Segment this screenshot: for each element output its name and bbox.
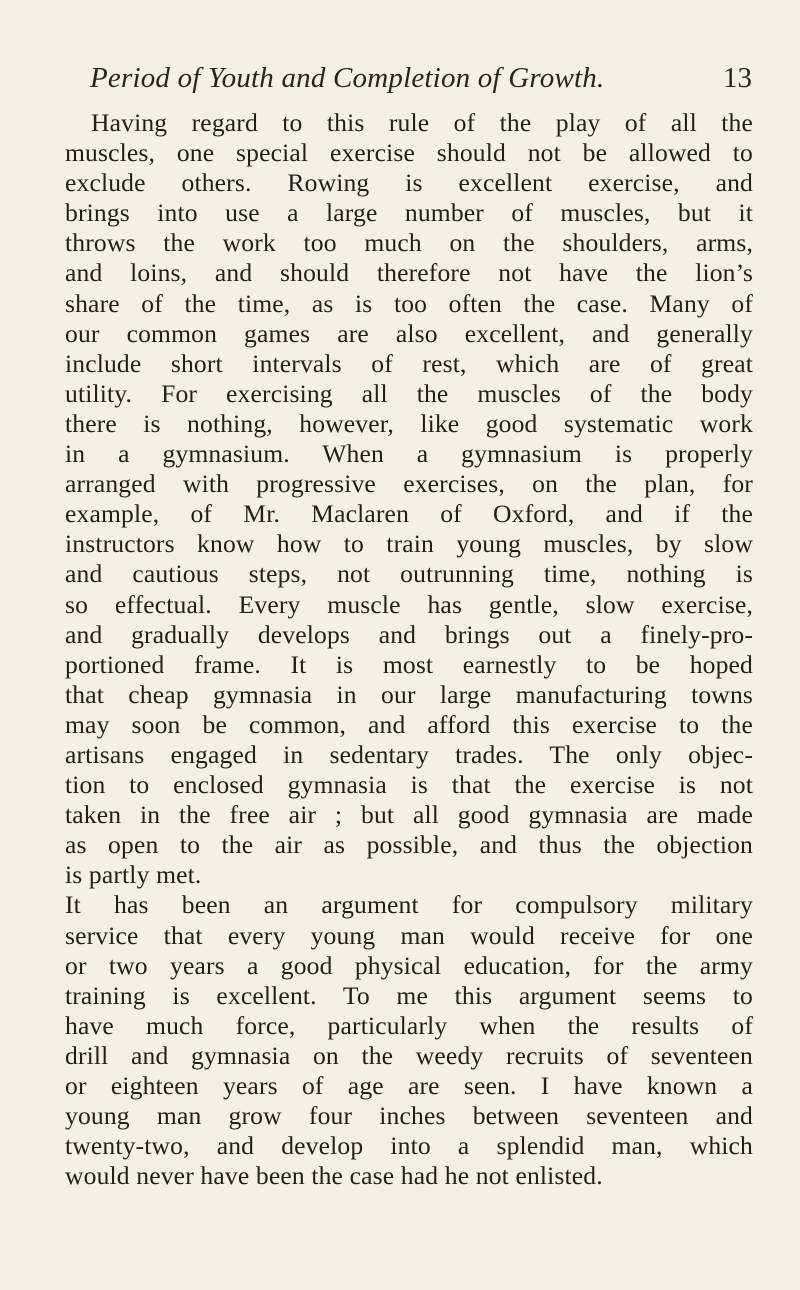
text-line: arranged with progressive exercises, on the plan, for: [65, 469, 753, 499]
paragraph-2: [65, 890, 753, 1191]
body-text: [65, 108, 753, 1191]
text-line: young man grow four inches between seventeen and: [65, 1101, 753, 1131]
text-line: our common games are also excellent, and generally: [65, 318, 753, 348]
text-line: that cheap gymnasia in our large manufacturing towns: [65, 679, 753, 709]
text-line: may soon be common, and afford this exercise to the: [65, 709, 753, 739]
text-line: twenty-two, and develop into a splendid man, which: [65, 1131, 753, 1161]
text-line: example, of Mr. Maclaren of Oxford, and if the: [65, 499, 753, 529]
text-line: and cautious steps, not outrunning time, nothing is: [65, 559, 753, 589]
text-line: and loins, and should therefore not have the lion’s: [65, 258, 753, 288]
paragraph-1: [65, 108, 753, 890]
page-number: 13: [723, 62, 752, 94]
text-line: have much force, particularly when the results of: [65, 1010, 753, 1040]
text-line: or eighteen years of age are seen. I have known a: [65, 1071, 753, 1100]
text-line: utility. For exercising all the muscles of the body: [65, 378, 753, 408]
text-line: is partly met.: [65, 860, 202, 890]
text-line: Having regard to this rule of the play of all the: [91, 108, 753, 137]
text-line: and gradually develops and brings out a finely-pro-: [65, 619, 753, 649]
running-title: Period of Youth and Completion of Growth.: [90, 62, 605, 94]
text-line: so effectual. Every muscle has gentle, slow exercise,: [65, 589, 753, 619]
text-line: there is nothing, however, like good systematic work: [65, 408, 753, 438]
text-line: brings into use a large number of muscles, but it: [65, 198, 753, 228]
text-line: throws the work too much on the shoulders, arms,: [65, 228, 753, 258]
text-line: exclude others. Rowing is excellent exercise, and: [65, 168, 753, 198]
text-line: taken in the free air ; but all good gymnasia are made: [65, 800, 753, 830]
text-line: artisans engaged in sedentary trades. The only objec-: [65, 739, 753, 769]
text-line: It has been an argument for compulsory military: [65, 890, 753, 920]
text-line: drill and gymnasia on the weedy recruits of seventeen: [65, 1040, 753, 1070]
text-line: in a gymnasium. When a gymnasium is properly: [65, 439, 753, 469]
text-line: as open to the air as possible, and thus the objection: [65, 830, 753, 860]
text-line: training is excellent. To me this argument seems to: [65, 980, 753, 1010]
text-line: tion to enclosed gymnasia is that the exercise is not: [65, 770, 753, 800]
text-line: muscles, one special exercise should not be allowed to: [65, 138, 753, 168]
text-line: include short intervals of rest, which are of great: [65, 348, 753, 378]
running-head: [90, 62, 752, 102]
text-line: instructors know how to train young muscles, by slow: [65, 529, 753, 559]
text-line: service that every young man would receive for one: [65, 920, 753, 950]
text-line: portioned frame. It is most earnestly to be hoped: [65, 649, 753, 679]
text-line: share of the time, as is too often the case. Many of: [65, 288, 753, 318]
text-line: would never have been the case had he not enlisted.: [65, 1161, 603, 1191]
text-line: or two years a good physical education, for the army: [65, 950, 753, 980]
